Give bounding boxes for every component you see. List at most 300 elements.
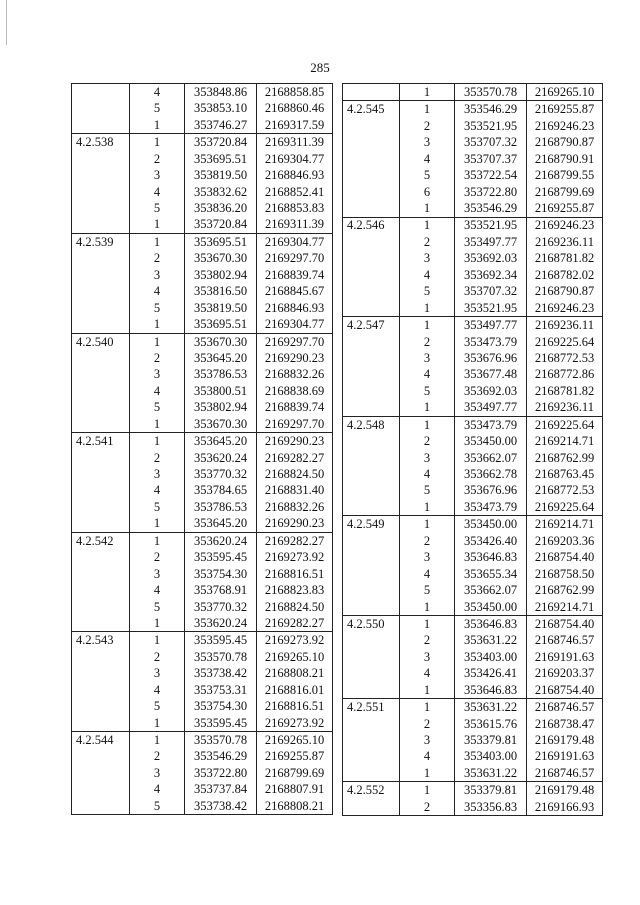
y-coordinate-cell: 2168853.83 [257,200,333,216]
x-coordinate-cell: 353836.20 [185,200,257,216]
y-coordinate-cell: 2168746.57 [527,632,603,648]
point-number-cell: 4 [400,366,455,382]
table-row [72,749,333,765]
point-number-cell: 1 [130,316,185,333]
point-number-cell: 4 [400,267,455,283]
y-coordinate-cell: 2169203.37 [527,665,603,681]
y-coordinate-cell: 2169255.87 [527,200,603,217]
table-row [343,450,603,466]
y-coordinate-cell: 2169214.71 [527,599,603,616]
point-number-cell: 1 [130,217,185,234]
table-row [72,615,333,632]
section-cell [343,283,400,299]
section-cell [72,715,130,732]
section-cell: 4.2.546 [343,217,400,234]
point-number-cell: 4 [130,283,185,299]
section-cell [72,765,130,781]
table-row [343,184,603,200]
table-row [343,699,603,716]
x-coordinate-cell: 353737.84 [185,781,257,797]
y-coordinate-cell: 2168762.99 [527,582,603,598]
section-cell [72,366,130,382]
point-number-cell: 3 [130,566,185,582]
y-coordinate-cell: 2169297.70 [257,333,333,350]
y-coordinate-cell: 2169282.27 [257,450,333,466]
table-row [343,317,603,334]
y-coordinate-cell: 2168746.57 [527,699,603,716]
point-number-cell: 3 [400,134,455,150]
section-cell: 4.2.538 [72,134,130,151]
y-coordinate-cell: 2169304.77 [257,316,333,333]
table-row [72,250,333,266]
x-coordinate-cell: 353546.29 [455,200,527,217]
section-cell [343,483,400,499]
section-cell [343,234,400,250]
section-cell: 4.2.544 [72,732,130,749]
section-cell [72,283,130,299]
table-row [343,533,603,549]
x-coordinate-cell: 353521.95 [455,118,527,134]
y-coordinate-cell: 2168858.85 [257,84,333,101]
table-row [343,682,603,699]
x-coordinate-cell: 353786.53 [185,366,257,382]
section-cell [343,765,400,782]
scan-margin-line [6,0,7,45]
table-row [343,516,603,533]
x-coordinate-cell: 353720.84 [185,217,257,234]
section-cell [343,350,400,366]
table-row [343,732,603,748]
section-cell [72,151,130,167]
x-coordinate-cell: 353403.00 [455,649,527,665]
section-cell [343,649,400,665]
table-row [72,450,333,466]
point-number-cell: 3 [400,450,455,466]
point-number-cell: 3 [130,267,185,283]
table-row [72,383,333,399]
point-number-cell: 4 [130,184,185,200]
y-coordinate-cell: 2168860.46 [257,100,333,116]
x-coordinate-cell: 353631.22 [455,699,527,716]
x-coordinate-cell: 353497.77 [455,234,527,250]
y-coordinate-cell: 2169225.64 [527,416,603,433]
point-number-cell: 1 [400,300,455,317]
y-coordinate-cell: 2168799.69 [527,184,603,200]
x-coordinate-cell: 353497.77 [455,317,527,334]
table-row [72,399,333,415]
point-number-cell: 1 [130,416,185,433]
table-row [72,333,333,350]
y-coordinate-cell: 2168816.01 [257,682,333,698]
section-cell [72,466,130,482]
x-coordinate-cell: 353738.42 [185,798,257,815]
table-row [72,682,333,698]
x-coordinate-cell: 353720.84 [185,134,257,151]
x-coordinate-cell: 353707.37 [455,151,527,167]
point-number-cell: 2 [400,632,455,648]
point-number-cell: 4 [400,749,455,765]
y-coordinate-cell: 2169265.10 [257,649,333,665]
table-row [343,200,603,217]
section-cell [72,749,130,765]
y-coordinate-cell: 2168763.45 [527,466,603,482]
point-number-cell: 3 [400,250,455,266]
x-coordinate-cell: 353832.62 [185,184,257,200]
y-coordinate-cell: 2168754.40 [527,682,603,699]
x-coordinate-cell: 353768.91 [185,582,257,598]
point-number-cell: 3 [400,350,455,366]
point-number-cell: 1 [400,599,455,616]
section-cell [343,549,400,565]
table-row [343,599,603,616]
table-row [343,118,603,134]
section-cell [343,582,400,598]
section-cell [72,599,130,615]
section-cell [343,599,400,616]
section-cell: 4.2.550 [343,616,400,633]
x-coordinate-cell: 353595.45 [185,715,257,732]
section-cell [72,566,130,582]
point-number-cell: 1 [400,682,455,699]
y-coordinate-cell: 2169311.39 [257,217,333,234]
x-coordinate-cell: 353379.81 [455,732,527,748]
point-number-cell: 3 [130,366,185,382]
table-row [72,715,333,732]
table-row [72,433,333,450]
y-coordinate-cell: 2169203.36 [527,533,603,549]
table-row [72,416,333,433]
section-cell [72,300,130,316]
x-coordinate-cell: 353786.53 [185,499,257,515]
section-cell [72,100,130,116]
y-coordinate-cell: 2169255.87 [527,101,603,118]
point-number-cell: 2 [400,118,455,134]
y-coordinate-cell: 2169179.48 [527,732,603,748]
table-row [343,665,603,681]
point-number-cell: 1 [400,516,455,533]
table-row [72,483,333,499]
table-row [343,383,603,399]
table-row [343,749,603,765]
table-row [343,334,603,350]
x-coordinate-cell: 353546.29 [455,101,527,118]
x-coordinate-cell: 353754.30 [185,698,257,714]
x-coordinate-cell: 353620.24 [185,615,257,632]
y-coordinate-cell: 2168824.50 [257,599,333,615]
x-coordinate-cell: 353497.77 [455,399,527,416]
right-coordinate-table [342,83,603,816]
table-row [343,632,603,648]
point-number-cell: 1 [400,200,455,217]
point-number-cell: 5 [130,499,185,515]
x-coordinate-cell: 353707.32 [455,134,527,150]
x-coordinate-cell: 353677.48 [455,366,527,382]
point-number-cell: 1 [400,101,455,118]
section-cell [343,151,400,167]
y-coordinate-cell: 2169246.23 [527,217,603,234]
y-coordinate-cell: 2169290.23 [257,515,333,532]
y-coordinate-cell: 2168846.93 [257,167,333,183]
x-coordinate-cell: 353620.24 [185,450,257,466]
y-coordinate-cell: 2168790.87 [527,134,603,150]
table-row [343,234,603,250]
point-number-cell: 1 [130,632,185,649]
table-row [72,665,333,681]
x-coordinate-cell: 353521.95 [455,300,527,317]
table-row [343,566,603,582]
section-cell [72,350,130,366]
point-number-cell: 1 [130,333,185,350]
table-row [72,217,333,234]
y-coordinate-cell: 2169304.77 [257,233,333,250]
table-row [72,151,333,167]
y-coordinate-cell: 2168758.50 [527,566,603,582]
section-cell [72,184,130,200]
x-coordinate-cell: 353770.32 [185,466,257,482]
x-coordinate-cell: 353595.45 [185,549,257,565]
table-row [343,416,603,433]
table-row [343,366,603,382]
table-row [343,782,603,799]
y-coordinate-cell: 2169214.71 [527,433,603,449]
table-row [72,582,333,598]
section-cell [343,399,400,416]
table-row [72,698,333,714]
table-row [72,117,333,134]
y-coordinate-cell: 2169191.63 [527,649,603,665]
table-row [343,466,603,482]
point-number-cell: 2 [400,716,455,732]
point-number-cell: 1 [400,399,455,416]
x-coordinate-cell: 353615.76 [455,716,527,732]
y-coordinate-cell: 2168816.51 [257,566,333,582]
y-coordinate-cell: 2169273.92 [257,549,333,565]
y-coordinate-cell: 2168823.83 [257,582,333,598]
section-cell [72,416,130,433]
y-coordinate-cell: 2168838.69 [257,383,333,399]
x-coordinate-cell: 353662.78 [455,466,527,482]
point-number-cell: 5 [400,582,455,598]
y-coordinate-cell: 2169236.11 [527,317,603,334]
x-coordinate-cell: 353848.86 [185,84,257,101]
point-number-cell: 1 [400,416,455,433]
x-coordinate-cell: 353707.32 [455,283,527,299]
point-number-cell: 1 [400,699,455,716]
point-number-cell: 3 [130,466,185,482]
point-number-cell: 5 [130,300,185,316]
y-coordinate-cell: 2169311.39 [257,134,333,151]
section-cell [343,732,400,748]
point-number-cell: 5 [400,383,455,399]
point-number-cell: 1 [400,217,455,234]
y-coordinate-cell: 2169297.70 [257,416,333,433]
point-number-cell: 4 [130,84,185,101]
x-coordinate-cell: 353631.22 [455,632,527,648]
table-row [72,267,333,283]
table-row [72,350,333,366]
section-cell: 4.2.541 [72,433,130,450]
point-number-cell: 1 [400,499,455,516]
x-coordinate-cell: 353403.00 [455,749,527,765]
section-cell [72,582,130,598]
y-coordinate-cell: 2168790.87 [527,283,603,299]
point-number-cell: 1 [130,233,185,250]
section-cell [343,250,400,266]
section-cell [72,167,130,183]
point-number-cell: 1 [130,515,185,532]
table-row [343,134,603,150]
table-row [343,649,603,665]
y-coordinate-cell: 2168824.50 [257,466,333,482]
y-coordinate-cell: 2168754.40 [527,549,603,565]
section-cell [343,383,400,399]
y-coordinate-cell: 2169225.64 [527,499,603,516]
x-coordinate-cell: 353646.83 [455,616,527,633]
point-number-cell: 4 [400,665,455,681]
table-row [72,466,333,482]
point-number-cell: 1 [400,765,455,782]
table-row [72,765,333,781]
section-cell [343,799,400,816]
section-cell [72,781,130,797]
y-coordinate-cell: 2169317.59 [257,117,333,134]
point-number-cell: 5 [130,399,185,415]
x-coordinate-cell: 353646.83 [455,682,527,699]
y-coordinate-cell: 2168839.74 [257,267,333,283]
section-cell: 4.2.551 [343,699,400,716]
section-cell: 4.2.540 [72,333,130,350]
point-number-cell: 1 [130,433,185,450]
y-coordinate-cell: 2169265.10 [257,732,333,749]
section-cell [72,117,130,134]
x-coordinate-cell: 353770.32 [185,599,257,615]
point-number-cell: 5 [130,599,185,615]
x-coordinate-cell: 353620.24 [185,532,257,549]
y-coordinate-cell: 2168781.82 [527,250,603,266]
y-coordinate-cell: 2168845.67 [257,283,333,299]
point-number-cell: 5 [130,200,185,216]
section-cell [343,200,400,217]
page-number: 285 [310,60,330,75]
y-coordinate-cell: 2168808.21 [257,665,333,681]
x-coordinate-cell: 353722.54 [455,167,527,183]
y-coordinate-cell: 2168738.47 [527,716,603,732]
table-row [343,399,603,416]
table-row [72,316,333,333]
section-cell [343,749,400,765]
x-coordinate-cell: 353645.20 [185,433,257,450]
y-coordinate-cell: 2168832.26 [257,499,333,515]
x-coordinate-cell: 353819.50 [185,300,257,316]
point-number-cell: 3 [400,649,455,665]
y-coordinate-cell: 2169282.27 [257,532,333,549]
table-row [72,167,333,183]
table-row [72,499,333,515]
section-cell [72,383,130,399]
point-number-cell: 5 [400,167,455,183]
section-cell [343,665,400,681]
x-coordinate-cell: 353819.50 [185,167,257,183]
point-number-cell: 3 [400,549,455,565]
point-number-cell: 5 [400,483,455,499]
y-coordinate-cell: 2168790.91 [527,151,603,167]
section-cell [343,267,400,283]
y-coordinate-cell: 2168846.93 [257,300,333,316]
section-cell [72,267,130,283]
section-cell [72,549,130,565]
section-cell [343,334,400,350]
point-number-cell: 1 [400,317,455,334]
point-number-cell: 5 [130,698,185,714]
y-coordinate-cell: 2168839.74 [257,399,333,415]
table-row [343,765,603,782]
x-coordinate-cell: 353695.51 [185,233,257,250]
point-number-cell: 5 [130,798,185,815]
table-row [343,716,603,732]
section-cell [72,615,130,632]
y-coordinate-cell: 2168808.21 [257,798,333,815]
section-cell [72,84,130,101]
table-row [72,515,333,532]
point-number-cell: 3 [400,732,455,748]
y-coordinate-cell: 2169214.71 [527,516,603,533]
y-coordinate-cell: 2169246.23 [527,118,603,134]
x-coordinate-cell: 353695.51 [185,316,257,333]
y-coordinate-cell: 2168816.51 [257,698,333,714]
point-number-cell: 1 [400,84,455,101]
y-coordinate-cell: 2169273.92 [257,715,333,732]
section-cell [343,184,400,200]
section-cell [343,300,400,317]
x-coordinate-cell: 353738.42 [185,665,257,681]
x-coordinate-cell: 353450.00 [455,433,527,449]
table-row [72,566,333,582]
point-number-cell: 1 [400,616,455,633]
section-cell [343,466,400,482]
section-cell [343,134,400,150]
table-row [72,732,333,749]
point-number-cell: 6 [400,184,455,200]
point-number-cell: 2 [400,799,455,816]
y-coordinate-cell: 2168807.91 [257,781,333,797]
y-coordinate-cell: 2169236.11 [527,234,603,250]
x-coordinate-cell: 353670.30 [185,250,257,266]
y-coordinate-cell: 2169191.63 [527,749,603,765]
x-coordinate-cell: 353546.29 [185,749,257,765]
x-coordinate-cell: 353426.41 [455,665,527,681]
y-coordinate-cell: 2168832.26 [257,366,333,382]
section-cell: 4.2.545 [343,101,400,118]
point-number-cell: 1 [130,732,185,749]
y-coordinate-cell: 2168754.40 [527,616,603,633]
point-number-cell: 2 [130,151,185,167]
y-coordinate-cell: 2169282.27 [257,615,333,632]
point-number-cell: 2 [400,533,455,549]
section-cell [343,366,400,382]
section-cell [72,515,130,532]
section-cell: 4.2.543 [72,632,130,649]
section-cell [343,682,400,699]
point-number-cell: 1 [130,134,185,151]
x-coordinate-cell: 353722.80 [455,184,527,200]
table-row [343,84,603,101]
x-coordinate-cell: 353379.81 [455,782,527,799]
x-coordinate-cell: 353595.45 [185,632,257,649]
point-number-cell: 1 [130,615,185,632]
y-coordinate-cell: 2169290.23 [257,350,333,366]
section-cell [343,84,400,101]
point-number-cell: 3 [130,665,185,681]
